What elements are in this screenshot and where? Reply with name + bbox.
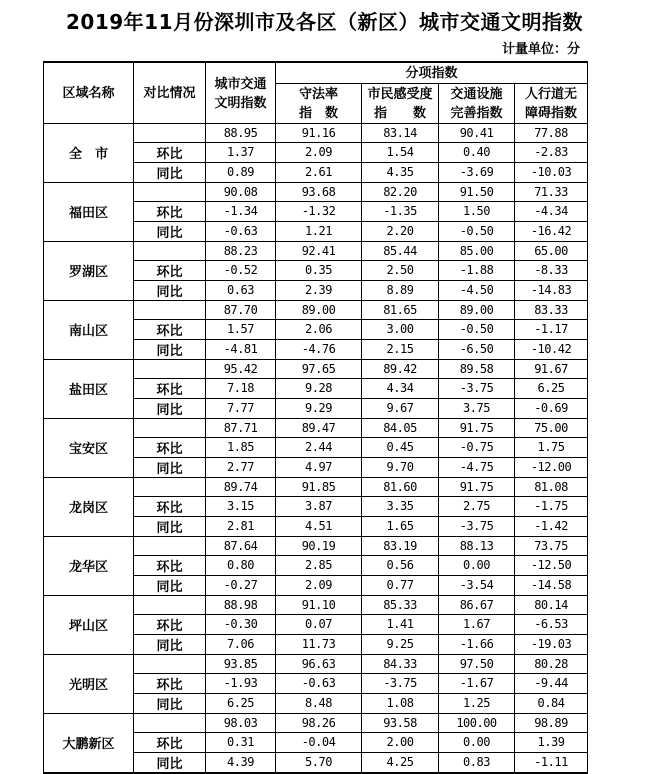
value-cell: 0.07 <box>276 614 362 634</box>
comparison-label-empty <box>134 595 206 614</box>
value-cell: 0.40 <box>439 142 515 162</box>
value-cell: -4.50 <box>439 280 515 300</box>
value-cell: 2.20 <box>362 221 439 241</box>
value-cell: -12.50 <box>515 555 588 575</box>
value-cell: 1.39 <box>515 732 588 752</box>
value-cell: -0.27 <box>206 575 276 595</box>
region-name: 盐田区 <box>44 359 134 418</box>
value-cell: -1.32 <box>276 201 362 221</box>
comparison-label-mom: 环比 <box>134 319 206 339</box>
value-cell: 98.89 <box>515 713 588 732</box>
comparison-label-mom: 环比 <box>134 260 206 280</box>
traffic-index-table <box>43 61 588 774</box>
header-citizen-perception-index <box>362 83 439 123</box>
header-traffic-facility-index <box>439 83 515 123</box>
value-cell: 4.35 <box>362 162 439 182</box>
region-name: 宝安区 <box>44 418 134 477</box>
value-cell: 97.50 <box>439 654 515 673</box>
table-row <box>44 241 588 260</box>
region-name: 南山区 <box>44 300 134 359</box>
value-cell: 71.33 <box>515 182 588 201</box>
value-cell: -1.88 <box>439 260 515 280</box>
header-comparison: 对比情况 <box>134 62 206 123</box>
value-cell: 4.25 <box>362 752 439 773</box>
value-cell: 2.50 <box>362 260 439 280</box>
value-cell: 2.09 <box>276 142 362 162</box>
value-cell: -10.03 <box>515 162 588 182</box>
header-traffic-facility-line2: 完善指数 <box>450 105 503 120</box>
table-row <box>44 595 588 614</box>
value-cell: 73.75 <box>515 536 588 555</box>
value-cell: -1.11 <box>515 752 588 773</box>
value-cell: 93.58 <box>362 713 439 732</box>
unit-note: 计量单位：分 <box>501 41 580 56</box>
value-cell: 4.39 <box>206 752 276 773</box>
value-cell: -0.50 <box>439 221 515 241</box>
value-cell: -14.83 <box>515 280 588 300</box>
value-cell: -16.42 <box>515 221 588 241</box>
value-cell: -2.83 <box>515 142 588 162</box>
table-body <box>44 123 588 773</box>
value-cell: 6.25 <box>206 693 276 713</box>
table-header-row-1 <box>44 62 588 83</box>
value-cell: 85.33 <box>362 595 439 614</box>
value-cell: -1.42 <box>515 516 588 536</box>
value-cell: 9.67 <box>362 398 439 418</box>
region-name: 坪山区 <box>44 595 134 654</box>
comparison-label-empty <box>134 418 206 437</box>
value-cell: -10.42 <box>515 339 588 359</box>
value-cell: -1.67 <box>439 673 515 693</box>
value-cell: -6.50 <box>439 339 515 359</box>
value-cell: -1.93 <box>206 673 276 693</box>
value-cell: 2.77 <box>206 457 276 477</box>
value-cell: 3.75 <box>439 398 515 418</box>
value-cell: 9.25 <box>362 634 439 654</box>
value-cell: -1.34 <box>206 201 276 221</box>
value-cell: -0.04 <box>276 732 362 752</box>
value-cell: 8.48 <box>276 693 362 713</box>
value-cell: 1.54 <box>362 142 439 162</box>
value-cell: 89.00 <box>276 300 362 319</box>
region-name: 龙岗区 <box>44 477 134 536</box>
value-cell: 4.51 <box>276 516 362 536</box>
value-cell: 80.28 <box>515 654 588 673</box>
value-cell: 2.39 <box>276 280 362 300</box>
value-cell: 91.85 <box>276 477 362 496</box>
value-cell: 7.77 <box>206 398 276 418</box>
value-cell: 86.67 <box>439 595 515 614</box>
comparison-label-empty <box>134 123 206 142</box>
value-cell: 2.15 <box>362 339 439 359</box>
value-cell: 5.70 <box>276 752 362 773</box>
value-cell: 0.80 <box>206 555 276 575</box>
comparison-label-yoy: 同比 <box>134 162 206 182</box>
value-cell: 3.87 <box>276 496 362 516</box>
header-citizen-perception-line2: 指 数 <box>373 105 426 120</box>
comparison-label-mom: 环比 <box>134 142 206 162</box>
value-cell: 1.85 <box>206 437 276 457</box>
header-law-abiding-line2: 指 数 <box>298 105 338 120</box>
table-row <box>44 182 588 201</box>
value-cell: -3.75 <box>362 673 439 693</box>
table-row <box>44 123 588 142</box>
region-name: 大鹏新区 <box>44 713 134 773</box>
comparison-label-mom: 环比 <box>134 614 206 634</box>
value-cell: -0.52 <box>206 260 276 280</box>
value-cell: 1.37 <box>206 142 276 162</box>
value-cell: 3.15 <box>206 496 276 516</box>
value-cell: 82.20 <box>362 182 439 201</box>
region-name: 全 市 <box>44 123 134 182</box>
header-sidewalk-accessibility-line1: 人行道无 <box>525 86 578 101</box>
value-cell: -1.75 <box>515 496 588 516</box>
header-region: 区域名称 <box>44 62 134 123</box>
value-cell: 96.63 <box>276 654 362 673</box>
value-cell: 0.84 <box>515 693 588 713</box>
comparison-label-empty <box>134 654 206 673</box>
value-cell: 81.65 <box>362 300 439 319</box>
value-cell: 2.06 <box>276 319 362 339</box>
value-cell: 1.65 <box>362 516 439 536</box>
value-cell: 88.95 <box>206 123 276 142</box>
comparison-label-empty <box>134 182 206 201</box>
value-cell: 0.00 <box>439 732 515 752</box>
value-cell: -19.03 <box>515 634 588 654</box>
value-cell: -0.63 <box>206 221 276 241</box>
comparison-label-yoy: 同比 <box>134 457 206 477</box>
value-cell: 9.28 <box>276 378 362 398</box>
value-cell: 100.00 <box>439 713 515 732</box>
value-cell: 77.88 <box>515 123 588 142</box>
header-main-index <box>206 62 276 123</box>
table-row <box>44 418 588 437</box>
value-cell: -12.00 <box>515 457 588 477</box>
value-cell: 3.00 <box>362 319 439 339</box>
value-cell: 1.57 <box>206 319 276 339</box>
value-cell: 65.00 <box>515 241 588 260</box>
value-cell: 1.08 <box>362 693 439 713</box>
value-cell: 89.47 <box>276 418 362 437</box>
value-cell: 89.00 <box>439 300 515 319</box>
comparison-label-yoy: 同比 <box>134 221 206 241</box>
comparison-label-yoy: 同比 <box>134 634 206 654</box>
value-cell: 95.42 <box>206 359 276 378</box>
header-main-index-line1: 城市交通 <box>214 75 267 91</box>
value-cell: 85.44 <box>362 241 439 260</box>
value-cell: 88.23 <box>206 241 276 260</box>
comparison-label-yoy: 同比 <box>134 575 206 595</box>
header-law-abiding-index <box>276 83 362 123</box>
header-sidewalk-accessibility-index <box>515 83 588 123</box>
value-cell: 2.61 <box>276 162 362 182</box>
table-row <box>44 536 588 555</box>
comparison-label-mom: 环比 <box>134 555 206 575</box>
value-cell: -0.50 <box>439 319 515 339</box>
value-cell: 0.45 <box>362 437 439 457</box>
value-cell: 9.70 <box>362 457 439 477</box>
value-cell: 91.75 <box>439 418 515 437</box>
value-cell: 0.31 <box>206 732 276 752</box>
value-cell: 91.67 <box>515 359 588 378</box>
value-cell: 1.21 <box>276 221 362 241</box>
value-cell: 87.70 <box>206 300 276 319</box>
value-cell: 81.60 <box>362 477 439 496</box>
value-cell: 2.44 <box>276 437 362 457</box>
value-cell: 0.56 <box>362 555 439 575</box>
value-cell: 1.25 <box>439 693 515 713</box>
header-citizen-perception-line1: 市民感受度 <box>367 86 433 101</box>
value-cell: 97.65 <box>276 359 362 378</box>
value-cell: 91.10 <box>276 595 362 614</box>
value-cell: 87.64 <box>206 536 276 555</box>
value-cell: -4.81 <box>206 339 276 359</box>
comparison-label-empty <box>134 359 206 378</box>
value-cell: 6.25 <box>515 378 588 398</box>
page-title: 2019年11月份深圳市及各区（新区）城市交通文明指数 <box>66 10 583 34</box>
value-cell: -1.17 <box>515 319 588 339</box>
value-cell: 88.13 <box>439 536 515 555</box>
value-cell: 11.73 <box>276 634 362 654</box>
value-cell: -0.75 <box>439 437 515 457</box>
value-cell: 89.74 <box>206 477 276 496</box>
value-cell: 98.26 <box>276 713 362 732</box>
value-cell: 92.41 <box>276 241 362 260</box>
value-cell: 75.00 <box>515 418 588 437</box>
value-cell: 2.09 <box>276 575 362 595</box>
value-cell: -3.69 <box>439 162 515 182</box>
comparison-label-mom: 环比 <box>134 673 206 693</box>
table-row <box>44 713 588 732</box>
value-cell: 89.42 <box>362 359 439 378</box>
value-cell: -9.44 <box>515 673 588 693</box>
comparison-label-mom: 环比 <box>134 732 206 752</box>
value-cell: 83.19 <box>362 536 439 555</box>
value-cell: 2.81 <box>206 516 276 536</box>
table-row <box>44 359 588 378</box>
value-cell: -1.35 <box>362 201 439 221</box>
value-cell: 84.33 <box>362 654 439 673</box>
comparison-label-mom: 环比 <box>134 437 206 457</box>
header-law-abiding-line1: 守法率 <box>298 86 338 101</box>
value-cell: 91.75 <box>439 477 515 496</box>
value-cell: 89.58 <box>439 359 515 378</box>
value-cell: 1.75 <box>515 437 588 457</box>
value-cell: -3.75 <box>439 516 515 536</box>
value-cell: 91.16 <box>276 123 362 142</box>
comparison-label-empty <box>134 536 206 555</box>
comparison-label-empty <box>134 300 206 319</box>
value-cell: 1.41 <box>362 614 439 634</box>
value-cell: 2.85 <box>276 555 362 575</box>
header-sidewalk-accessibility-line2: 障碍指数 <box>525 105 578 120</box>
comparison-label-mom: 环比 <box>134 201 206 221</box>
value-cell: -4.75 <box>439 457 515 477</box>
value-cell: 0.63 <box>206 280 276 300</box>
value-cell: 90.08 <box>206 182 276 201</box>
value-cell: 85.00 <box>439 241 515 260</box>
value-cell: -1.66 <box>439 634 515 654</box>
region-name: 福田区 <box>44 182 134 241</box>
value-cell: 84.05 <box>362 418 439 437</box>
table-row <box>44 477 588 496</box>
value-cell: 7.18 <box>206 378 276 398</box>
value-cell: -4.34 <box>515 201 588 221</box>
value-cell: -0.63 <box>276 673 362 693</box>
value-cell: 9.29 <box>276 398 362 418</box>
value-cell: 90.41 <box>439 123 515 142</box>
value-cell: 7.06 <box>206 634 276 654</box>
value-cell: 83.14 <box>362 123 439 142</box>
comparison-label-mom: 环比 <box>134 378 206 398</box>
value-cell: 0.00 <box>439 555 515 575</box>
value-cell: 0.77 <box>362 575 439 595</box>
header-traffic-facility-line1: 交通设施 <box>450 86 503 101</box>
comparison-label-yoy: 同比 <box>134 398 206 418</box>
comparison-label-empty <box>134 241 206 260</box>
header-main-index-line2: 文明指数 <box>214 94 267 110</box>
value-cell: 91.50 <box>439 182 515 201</box>
comparison-label-yoy: 同比 <box>134 752 206 773</box>
value-cell: 0.89 <box>206 162 276 182</box>
comparison-label-empty <box>134 477 206 496</box>
value-cell: 87.71 <box>206 418 276 437</box>
value-cell: 0.35 <box>276 260 362 280</box>
comparison-label-yoy: 同比 <box>134 693 206 713</box>
value-cell: -14.58 <box>515 575 588 595</box>
value-cell: 2.75 <box>439 496 515 516</box>
value-cell: 8.89 <box>362 280 439 300</box>
value-cell: 4.97 <box>276 457 362 477</box>
value-cell: -0.69 <box>515 398 588 418</box>
value-cell: 88.98 <box>206 595 276 614</box>
region-name: 龙华区 <box>44 536 134 595</box>
region-name: 光明区 <box>44 654 134 713</box>
value-cell: 83.33 <box>515 300 588 319</box>
value-cell: -8.33 <box>515 260 588 280</box>
comparison-label-mom: 环比 <box>134 496 206 516</box>
region-name: 罗湖区 <box>44 241 134 300</box>
value-cell: 1.50 <box>439 201 515 221</box>
table-row <box>44 300 588 319</box>
value-cell: 93.68 <box>276 182 362 201</box>
comparison-label-yoy: 同比 <box>134 516 206 536</box>
value-cell: -0.30 <box>206 614 276 634</box>
value-cell: -6.53 <box>515 614 588 634</box>
value-cell: -3.54 <box>439 575 515 595</box>
value-cell: 1.67 <box>439 614 515 634</box>
table-row <box>44 654 588 673</box>
value-cell: 80.14 <box>515 595 588 614</box>
comparison-label-empty <box>134 713 206 732</box>
value-cell: 98.03 <box>206 713 276 732</box>
value-cell: 0.83 <box>439 752 515 773</box>
value-cell: 4.34 <box>362 378 439 398</box>
header-sub-group: 分项指数 <box>276 62 588 83</box>
value-cell: 93.85 <box>206 654 276 673</box>
value-cell: 81.08 <box>515 477 588 496</box>
value-cell: 2.00 <box>362 732 439 752</box>
value-cell: -4.76 <box>276 339 362 359</box>
value-cell: 90.19 <box>276 536 362 555</box>
comparison-label-yoy: 同比 <box>134 280 206 300</box>
value-cell: -3.75 <box>439 378 515 398</box>
value-cell: 3.35 <box>362 496 439 516</box>
comparison-label-yoy: 同比 <box>134 339 206 359</box>
